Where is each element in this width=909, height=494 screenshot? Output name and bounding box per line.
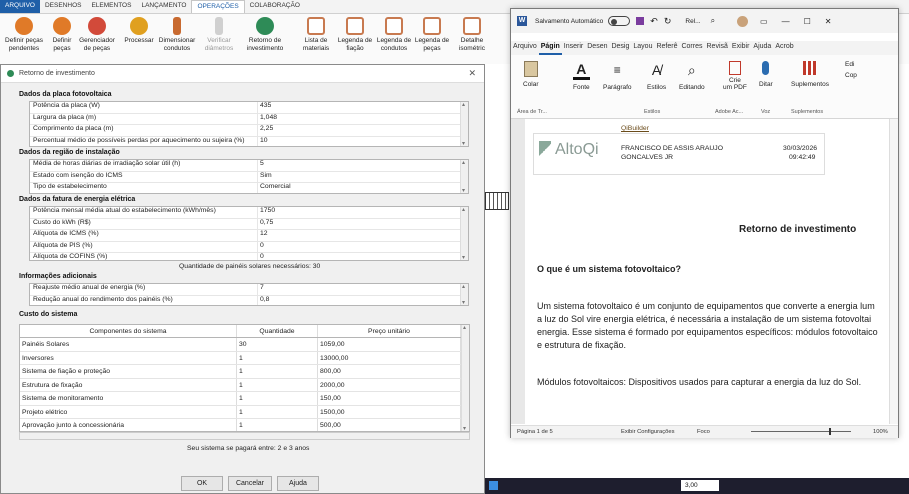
cancel-button[interactable]: Cancelar <box>228 476 272 491</box>
retorno-investimento-dialog <box>0 64 485 494</box>
tab-lancamento[interactable]: LANÇAMENTO <box>141 2 187 9</box>
focus-mode[interactable]: Foco <box>697 429 710 435</box>
author-line-1: FRANCISCO DE ASSIS ARAUJO <box>621 145 723 152</box>
clipboard-icon <box>524 61 538 77</box>
magnifier-icon: ⌕ <box>687 62 696 78</box>
table-icon <box>385 17 403 35</box>
help-button[interactable]: Ajuda <box>277 476 319 491</box>
paragraph-line: a luz do Sol vire energia elétrica, é necessária a instalação de um sistema fotovoltai <box>537 314 872 324</box>
avatar[interactable] <box>737 16 748 27</box>
paragraph-button[interactable]: ≡ Parágrafo <box>603 63 632 91</box>
gears-icon <box>88 17 106 35</box>
maximize-icon[interactable]: ☐ <box>803 16 811 26</box>
payback-text: Seu sistema se pagará entre: 2 e 3 anos <box>187 445 310 452</box>
document-scrollbar[interactable] <box>889 119 898 424</box>
paragraph-line: e estrutura de fixação. <box>537 340 627 350</box>
scrollbar[interactable] <box>460 207 468 260</box>
gear-icon <box>15 17 33 35</box>
tab-acrobat[interactable]: Acrob <box>775 43 794 50</box>
aliquota-icms-value[interactable]: 12 <box>260 230 268 237</box>
tab-exibir[interactable]: Exibir <box>731 43 750 50</box>
potencia-mensal-value[interactable]: 1750 <box>260 207 276 214</box>
custo-kwh-value[interactable]: 0,75 <box>260 218 274 226</box>
gerenciador-pecas-button[interactable]: Gerenciador de peças <box>77 17 117 53</box>
report-time: 09:42:49 <box>789 154 816 161</box>
definir-pecas-button[interactable]: Definir peças <box>48 17 76 53</box>
panels-needed-text: Quantidade de painéis solares necessários: 30 <box>179 263 321 270</box>
tab-elementos[interactable]: ELEMENTOS <box>91 2 132 9</box>
styles-button[interactable]: A̸ Estilos <box>647 62 667 91</box>
perdas-value[interactable]: 10 <box>260 136 268 144</box>
conduit-icon <box>173 17 181 35</box>
editing-button[interactable]: ⌕ Editando <box>679 62 705 91</box>
create-pdf-button[interactable]: Crie um PDF <box>723 61 747 91</box>
table-icon <box>423 17 441 35</box>
table-row[interactable]: Sistema de monitoramento 1 150,00 <box>20 392 469 406</box>
tab-layout[interactable]: Layou <box>633 43 653 50</box>
microphone-icon <box>762 61 769 75</box>
retorno-investimento-button[interactable]: Retorno de investimento <box>243 17 287 53</box>
tab-ajuda[interactable]: Ajuda <box>753 43 772 50</box>
regiao-grid[interactable]: Média de horas diárias de irradiação solar útil (h) 5 Estado com isenção do ICMS Sim Tipo de estabelecimento Comercial ▴ ▾ <box>29 159 469 194</box>
search-icon[interactable]: ⌕ <box>710 16 716 25</box>
legenda-pecas-button[interactable]: Legenda de peças <box>414 17 450 53</box>
author-line-2: GONCALVES JR <box>621 154 673 161</box>
word-tabs <box>511 41 898 55</box>
document-area[interactable] <box>511 119 889 424</box>
table-row[interactable]: Estrutura de fixação 1 2000,00 <box>20 379 469 393</box>
display-settings[interactable]: Exibir Configurações <box>621 429 675 435</box>
cost-table[interactable] <box>19 324 470 432</box>
section-regiao: Dados da região de instalação <box>19 149 120 156</box>
tab-revisao[interactable]: Revisã <box>706 43 728 50</box>
paste-button[interactable]: Colar <box>523 61 539 88</box>
tab-colaboracao[interactable]: COLABORAÇÃO <box>249 2 300 9</box>
tab-pagina-inicial[interactable]: Págin <box>539 41 562 55</box>
verificar-diametros-button[interactable]: Verificar diâmetros <box>201 17 237 53</box>
horas-irradiacao-value[interactable]: 5 <box>260 160 264 167</box>
report-date: 30/03/2026 <box>783 145 818 152</box>
paragraph-icon: ≡ <box>613 63 621 77</box>
info-grid[interactable]: Reajuste médio anual de energia (%) 7 Redução anual do rendimento dos painéis (%) 0,8 ▴ ▾ <box>29 283 469 306</box>
largura-placa-value[interactable]: 1,048 <box>260 113 278 121</box>
paragraph-line: Um sistema fotovoltaico é um conjunto de equipamentos que converte a energia lum <box>537 301 875 311</box>
isencao-icms-value[interactable]: Sim <box>260 171 272 179</box>
tab-correspondencias[interactable]: Corres <box>681 43 703 50</box>
reducao-rendimento-value[interactable]: 0,8 <box>260 295 270 303</box>
detalhe-isometrico-button[interactable]: Detalhe isométric <box>454 17 490 53</box>
section-fatura: Dados da fatura de energia elétrica <box>19 196 136 203</box>
table-icon <box>307 17 325 35</box>
close-icon[interactable]: ✕ <box>824 16 832 26</box>
font-button[interactable]: A Fonte <box>573 61 590 91</box>
lista-materiais-button[interactable]: Lista de materiais <box>297 17 335 53</box>
scrollbar[interactable] <box>460 102 468 146</box>
windows-start-icon[interactable] <box>489 481 498 490</box>
tab-operacoes[interactable]: OPERAÇÕES <box>191 0 244 13</box>
document-page[interactable] <box>525 119 889 424</box>
page-count: Página 1 de 5 <box>517 429 553 435</box>
drawing-symbol <box>485 192 509 210</box>
edit-menu[interactable]: Edi Cop <box>845 61 857 79</box>
tab-desenhos[interactable]: DESENHOS <box>44 2 82 9</box>
section-placa: Dados da placa fotovoltaica <box>19 91 112 98</box>
autosave-label: Salvamento Automático <box>535 17 604 25</box>
potencia-placa-value[interactable]: 435 <box>260 102 272 109</box>
doc-name: Rel... <box>685 17 701 25</box>
dialog-titlebar <box>1 65 484 83</box>
word-titlebar <box>511 9 898 33</box>
tipo-estabelecimento-value[interactable]: Comercial <box>260 183 291 190</box>
header-tag: QiBuilder <box>621 125 649 132</box>
add-ins-button[interactable]: Suplementos <box>791 61 829 88</box>
zoom-slider-handle[interactable] <box>829 428 831 435</box>
paragraph-line: Módulos fotovoltaicos: Dispositivos usados para capturar a energia da luz do Sol. <box>537 377 862 387</box>
legenda-condutos-button[interactable]: Legenda de condutos <box>375 17 413 53</box>
table-row[interactable]: Sistema de fiação e proteção 1 800,00 <box>20 365 469 379</box>
definir-pecas-pendentes-button[interactable]: Definir peças pendentes <box>2 17 46 53</box>
tab-desenhar[interactable]: Desen <box>587 43 608 50</box>
section-info: Informações adicionais <box>19 273 97 280</box>
aliquota-pis-value[interactable]: 0 <box>260 241 264 249</box>
process-icon <box>130 17 148 35</box>
dialog-title: Retorno de investimento <box>19 70 95 77</box>
aliquota-cofins-value[interactable]: 0 <box>260 253 264 260</box>
scrollbar[interactable] <box>460 284 468 305</box>
tab-arquivo[interactable]: ARQUIVO <box>0 0 40 13</box>
table-icon <box>346 17 364 35</box>
ok-button[interactable]: OK <box>181 476 223 491</box>
document-heading: O que é um sistema fotovoltaico? <box>537 264 682 274</box>
undo-icon[interactable]: ↶ <box>650 15 658 26</box>
paragraph-line: energia. Esse sistema é formado por equipamentos específicos: módulos fotovoltaico <box>537 327 878 337</box>
zoom-level: 100% <box>873 429 888 435</box>
scrollbar[interactable] <box>460 160 468 193</box>
money-cycle-icon <box>256 17 274 35</box>
tab-inserir[interactable]: Inserir <box>563 43 584 50</box>
isometric-icon <box>463 17 481 35</box>
legenda-fiacao-button[interactable]: Legenda de fiação <box>336 17 374 53</box>
word-statusbar <box>511 425 898 438</box>
table-row[interactable]: Aprovação junto à concessionária 1 500,00 <box>20 419 469 432</box>
pdf-icon <box>729 61 741 75</box>
taskbar-value-field[interactable]: 3,00 <box>681 480 719 491</box>
gear-icon <box>53 17 71 35</box>
document-title: Retorno de investimento <box>739 224 857 235</box>
ribbon-display-icon[interactable]: ▭ <box>760 16 768 26</box>
save-icon[interactable] <box>636 17 644 25</box>
tab-referencias[interactable]: Referê <box>656 43 678 50</box>
dictate-button[interactable]: Ditar <box>759 61 773 88</box>
diameter-icon <box>215 17 223 35</box>
table-header: Componentes do sistema Quantidade Preço unitário <box>20 325 469 338</box>
tab-design[interactable]: Desig <box>611 43 630 50</box>
altoqi-logo: AltoQi <box>555 141 599 158</box>
word-ribbon: Colar Área de Tr... A Fonte ≡ Parágrafo A̸ Estilos Estilos ⌕ Editando Crie um PDF Adobe Ac... Ditar Voz Suplementos Suplementos Edi Cop <box>511 55 898 119</box>
word-logo-icon: W <box>518 17 526 24</box>
styles-icon: A̸ <box>651 62 662 78</box>
minimize-icon[interactable]: — <box>781 16 790 26</box>
comprimento-placa-value[interactable]: 2,25 <box>260 125 274 132</box>
dimensionar-condutos-button[interactable]: Dimensionar condutos <box>156 17 198 53</box>
table-row[interactable]: Projeto elétrico 1 1500,00 <box>20 406 469 420</box>
font-color-icon: A <box>573 61 590 80</box>
grid-icon <box>803 61 817 75</box>
table-row[interactable]: Inversores 1 13000,00 <box>20 352 469 366</box>
processar-button[interactable]: Processar <box>123 17 155 45</box>
table-row[interactable]: Painéis Solares 30 1059,00 <box>20 338 469 352</box>
horizontal-scrollbar[interactable] <box>19 432 470 440</box>
scrollbar[interactable] <box>461 325 469 431</box>
section-custo: Custo do sistema <box>19 311 78 318</box>
zoom-slider[interactable] <box>751 431 851 432</box>
dialog-app-icon <box>7 70 14 77</box>
close-icon[interactable]: ✕ <box>468 68 476 78</box>
altoqi-logo-icon <box>539 141 551 159</box>
reajuste-value[interactable]: 7 <box>260 284 264 291</box>
taskbar <box>485 478 909 494</box>
word-window <box>510 8 899 438</box>
placa-grid[interactable]: Potência da placa (W) 435 Largura da placa (m) 1,048 Comprimento da placa (m) 2,25 Percentual médio de possíveis perdas por aquecimento ou sujeira (%) 10 ▴ ▾ <box>29 101 469 147</box>
redo-icon[interactable]: ↻ <box>663 15 672 26</box>
tab-arquivo[interactable]: Arquivo <box>513 43 537 50</box>
fatura-grid[interactable]: Potência mensal média atual do estabelecimento (kWh/mês) 1750 Custo do kWh (R$) 0,75 Alíquota de ICMS (%) 12 Alíquota de PIS (%) 0 Alíquota de COFINS (%) 0 ▴ ▾ <box>29 206 469 261</box>
autosave-toggle[interactable] <box>608 16 630 26</box>
